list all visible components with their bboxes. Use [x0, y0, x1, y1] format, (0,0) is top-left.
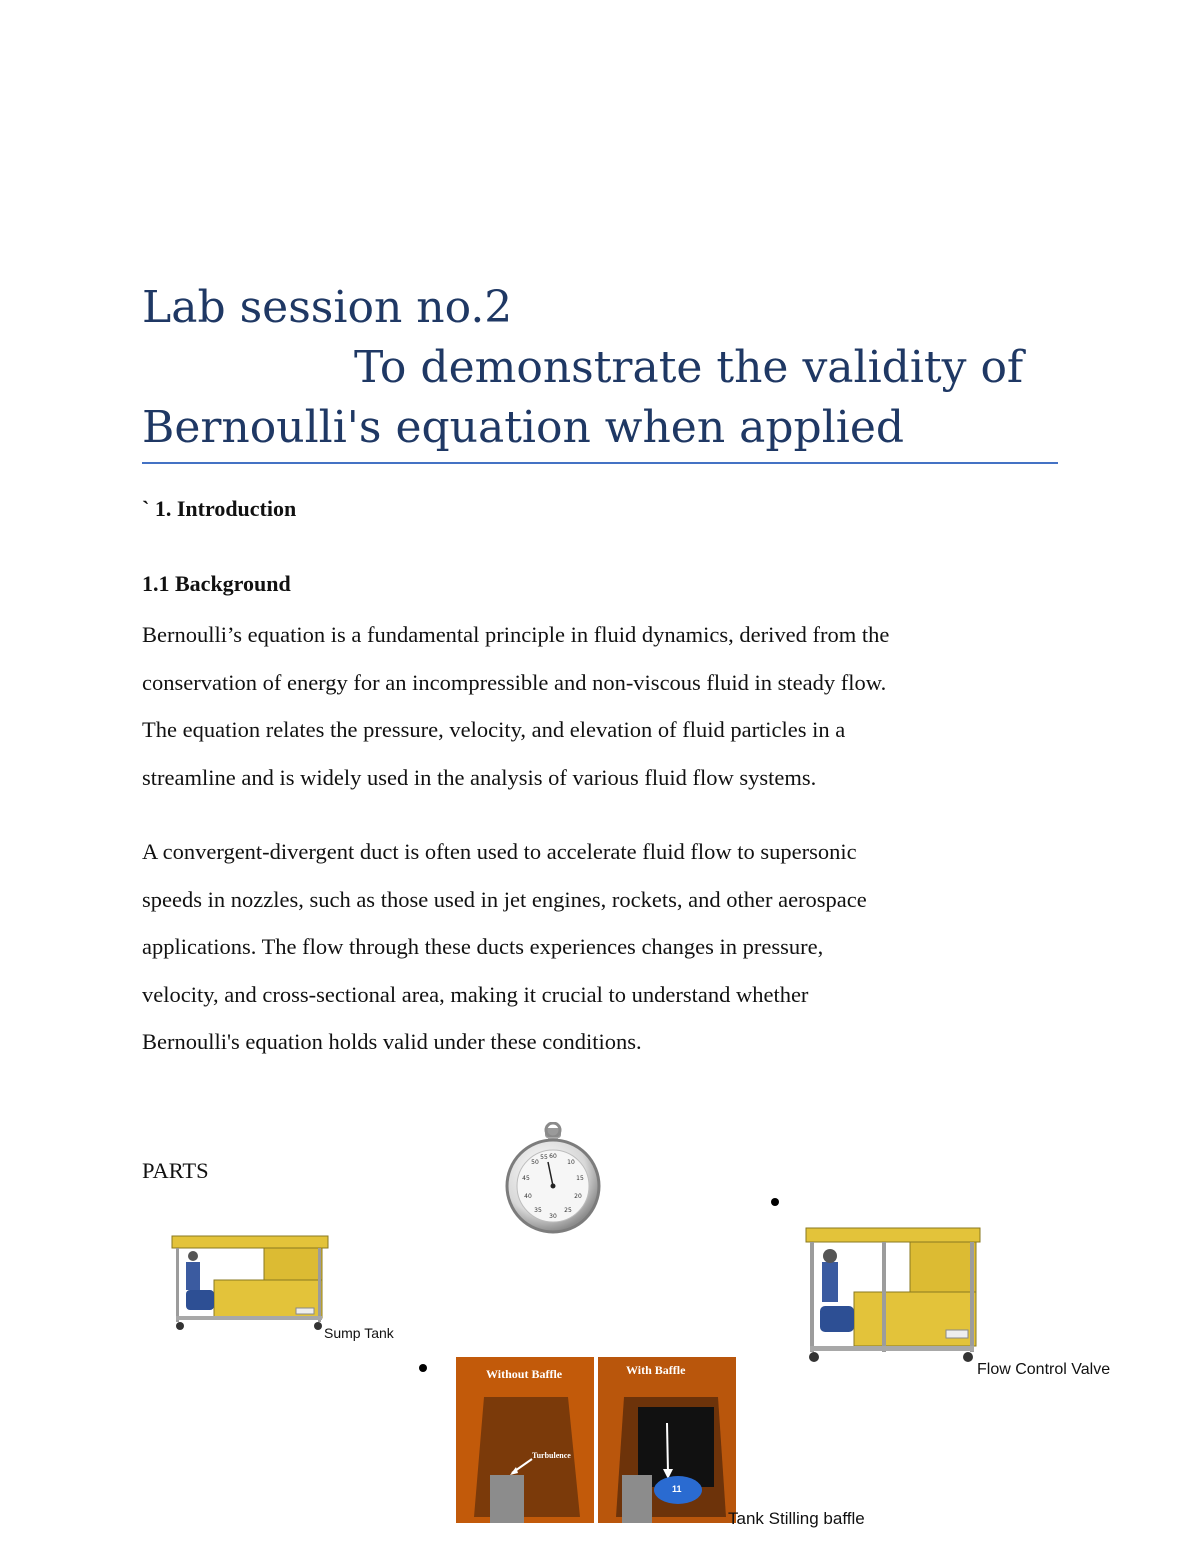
sump-tank-caption: Sump Tank — [324, 1325, 394, 1341]
paragraph-line: Bernoulli’s equation is a fundamental principle in fluid dynamics, derived from the — [142, 622, 890, 647]
stilling-baffle-image — [456, 1357, 736, 1523]
stopwatch-image — [498, 1122, 608, 1234]
baffle-label-right: With Baffle — [626, 1363, 686, 1377]
sump-tank-icon — [168, 1232, 332, 1332]
paragraph-line: Bernoulli's equation holds valid under these conditions. — [142, 1029, 642, 1054]
baffle-label-left: Without Baffle — [486, 1367, 563, 1381]
stilling-baffle-caption: Tank Stilling baffle — [728, 1509, 865, 1528]
bullet — [419, 1364, 427, 1372]
sump-tank-image — [168, 1232, 332, 1332]
svg-text:30: 30 — [549, 1213, 557, 1220]
paragraph-line: speeds in nozzles, such as those used in jet engines, rockets, and other aerospace — [142, 886, 867, 912]
paragraph-line: The equation relates the pressure, velocity, and elevation of fluid particles in a — [142, 717, 846, 742]
paragraph-line: streamline and is widely used in the analysis of various fluid flow systems. — [142, 764, 817, 790]
title-line-2: To demonstrate the validity of — [354, 342, 1024, 393]
title-line-3: Bernoulli's equation when applied — [142, 402, 905, 453]
svg-text:45: 45 — [522, 1175, 530, 1182]
document-title — [142, 278, 1023, 458]
background-paragraph-2 — [142, 828, 1072, 1066]
flow-control-valve-image — [800, 1222, 985, 1364]
svg-text:60: 60 — [549, 1153, 557, 1160]
paragraph-line: applications. The flow through these ducts experiences changes in pressure, — [142, 934, 824, 959]
baffle-marker-label: 11 — [672, 1484, 682, 1494]
paragraph-line: A convergent-divergent duct is often used to accelerate fluid flow to supersonic — [142, 839, 857, 864]
svg-text:10: 10 — [567, 1159, 575, 1166]
svg-text:35: 35 — [534, 1207, 542, 1214]
svg-text:55: 55 — [540, 1154, 548, 1161]
title-underline — [142, 462, 1058, 464]
section-heading: ` 1. Introduction — [142, 496, 297, 521]
paragraph-line: conservation of energy for an incompressible and non-viscous fluid in steady flow. — [142, 669, 887, 695]
subsection-heading: 1.1 Background — [142, 571, 291, 596]
svg-text:40: 40 — [524, 1193, 532, 1200]
flow-control-valve-caption: Flow Control Valve — [977, 1361, 1111, 1378]
bullet — [771, 1198, 779, 1206]
baffle-turbulence-label: Turbulence — [532, 1451, 571, 1460]
svg-text:15: 15 — [576, 1175, 584, 1182]
parts-heading: PARTS — [142, 1158, 209, 1183]
stopwatch-icon — [498, 1122, 608, 1234]
background-paragraph-1 — [142, 611, 1072, 801]
paragraph-line: velocity, and cross-sectional area, making it crucial to understand whether — [142, 981, 809, 1007]
flow-control-valve-icon — [800, 1222, 985, 1364]
svg-text:50: 50 — [531, 1159, 539, 1166]
svg-text:20: 20 — [574, 1193, 582, 1200]
title-line-1: Lab session no.2 — [142, 282, 513, 333]
svg-text:25: 25 — [564, 1207, 572, 1214]
